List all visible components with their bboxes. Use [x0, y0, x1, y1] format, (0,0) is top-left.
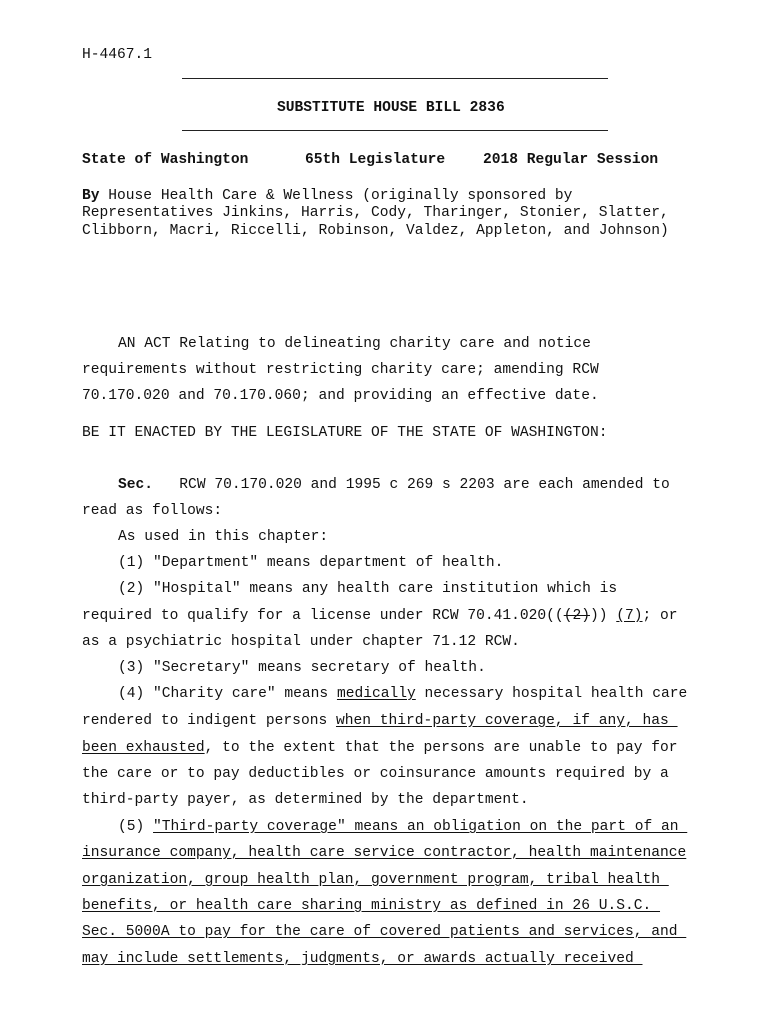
enacting-clause: BE IT ENACTED BY THE LEGISLATURE OF THE STATE OF WASHINGTON: — [82, 425, 608, 441]
sponsors-line-3: Clibborn, Macri, Riccelli, Robinson, Valdez, Appleton, and Johnson) — [82, 223, 669, 239]
section-line-1 — [118, 477, 670, 494]
definition-3: (3) "Secretary" means secretary of health. — [118, 660, 486, 676]
definition-5-line-1 — [118, 819, 687, 836]
act-line-2: requirements without restricting charity care; amending RCW — [82, 362, 599, 378]
definition-5-number: (5) — [118, 819, 154, 835]
definition-4-line-3 — [82, 740, 678, 757]
definition-4-text-d: , to the extent that the persons are unable to pay for — [204, 740, 678, 756]
definition-4-text-c: rendered to indigent persons — [82, 713, 336, 729]
legislature: 65th Legislature — [305, 152, 446, 168]
inserted-text: medically — [336, 686, 416, 702]
definition-4-line-4: the care or to pay deductibles or coinsurance amounts required by a — [82, 766, 669, 782]
definition-5-line-6: may include settlements, judgments, or awards actually received — [82, 951, 643, 967]
section-label: Sec. — [118, 477, 154, 493]
inserted-text: been exhausted — [82, 740, 205, 756]
definition-2-line-3: as a psychiatric hospital under chapter 71.12 RCW. — [82, 634, 520, 650]
by-label: By — [82, 188, 100, 204]
act-line-3: 70.170.020 and 70.170.060; and providing an effective date. — [82, 388, 599, 404]
definition-2-text-b: )) — [589, 608, 617, 624]
state-name: State of Washington — [82, 152, 249, 168]
inserted-text: when third-party coverage, if any, has — [335, 713, 678, 729]
definition-1: (1) "Department" means department of health. — [118, 555, 504, 571]
sponsors-line-2: Representatives Jinkins, Harris, Cody, Tharinger, Stonier, Slatter, — [82, 205, 669, 221]
definition-2-line-1: (2) "Hospital" means any health care institution which is — [118, 581, 618, 597]
sponsors-text-1: House Health Care & Wellness (originally sponsored by — [99, 188, 573, 204]
definition-5-line-5: Sec. 5000A to pay for the care of covered patients and services, and — [82, 924, 687, 940]
definition-5-line-4: benefits, or health care sharing ministry as defined in 26 U.S.C. — [82, 898, 661, 914]
definition-2-text-c: ; or — [642, 608, 678, 624]
definitions-intro: As used in this chapter: — [118, 529, 329, 545]
definition-2-line-2 — [82, 608, 678, 625]
bill-title: SUBSTITUTE HOUSE BILL 2836 — [277, 100, 505, 116]
title-rule-bottom — [182, 130, 608, 131]
document-id: H-4467.1 — [82, 47, 153, 63]
section-text: RCW 70.170.020 and 1995 c 269 s 2203 are each amended to — [153, 477, 670, 493]
definition-4-line-1 — [118, 686, 687, 703]
definition-4-line-5: third-party payer, as determined by the department. — [82, 792, 529, 808]
struck-text: (2) — [563, 608, 590, 624]
definition-4-text-a: (4) "Charity care" means — [118, 686, 337, 702]
sponsors-line-1 — [82, 188, 572, 205]
definition-2-text-a: required to qualify for a license under RCW 70.41.020(( — [82, 608, 564, 624]
act-line-1: AN ACT Relating to delineating charity care and notice — [118, 336, 591, 352]
definition-5-line-3: organization, group health plan, government program, tribal health — [82, 872, 669, 888]
title-rule-top — [182, 78, 608, 79]
definition-4-line-2 — [82, 713, 678, 730]
inserted-text: (7) — [616, 608, 643, 624]
inserted-text: "Third-party coverage" means an obligation on the part of an — [153, 819, 688, 835]
session: 2018 Regular Session — [483, 152, 659, 168]
definition-4-text-b: necessary hospital health care — [415, 686, 688, 702]
definition-5-line-2: insurance company, health care service contractor, health maintenance — [82, 845, 687, 861]
section-line-2: read as follows: — [82, 503, 223, 519]
